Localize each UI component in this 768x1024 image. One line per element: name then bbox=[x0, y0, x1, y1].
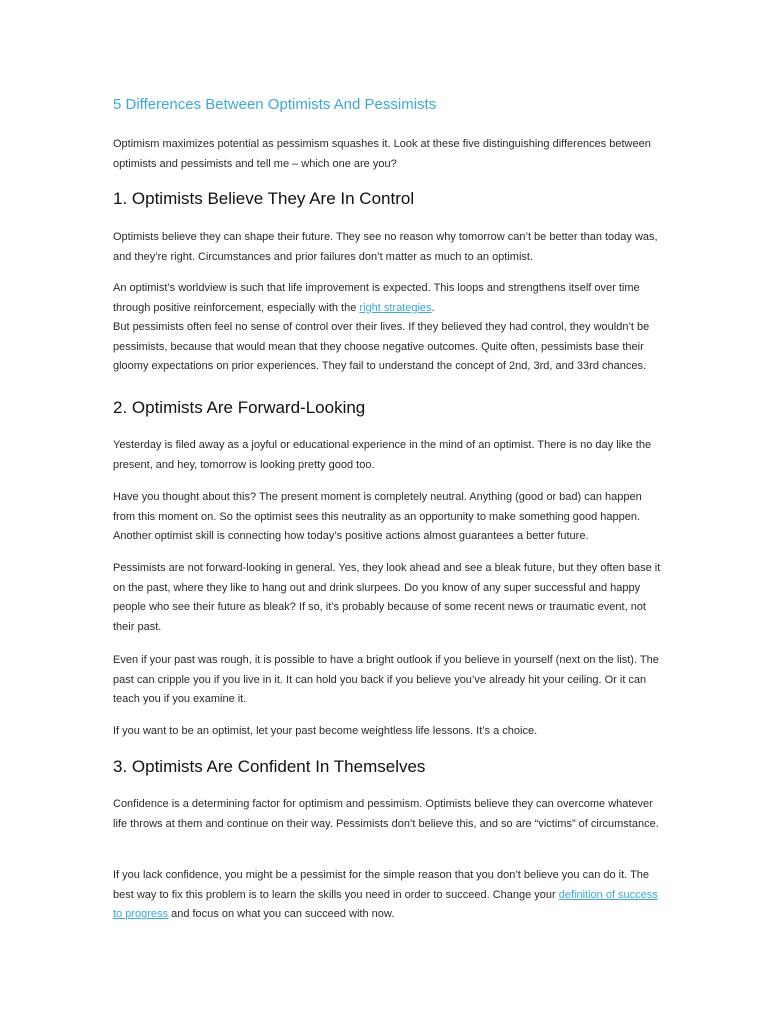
section-3-paragraph-2-text-after: and focus on what you can succeed with now. bbox=[168, 908, 395, 920]
section-3-paragraph-1: Confidence is a determining factor for optimism and pessimism. Optimists believe they can overcome whatever life throws at them and continue on their way. Pessimists don’t believe this, and so are “victims” of circumstance. bbox=[113, 798, 659, 830]
section-3-paragraph-2-text-before: If you lack confidence, you might be a pessimist for the simple reason that you don’t believe you can do it. The best way to fix this problem is to learn the skills you need in order to succeed. Change your bbox=[113, 869, 650, 901]
section-1-paragraph-2-text-after: . bbox=[431, 301, 435, 314]
section-3-paragraph-2 bbox=[113, 866, 663, 925]
section-1-paragraph-1: Optimists believe they can shape their future. They see no reason why tomorrow can’t be better than today was, and they’re right. Circumstances and prior failures don’t matter as much to an optimist. bbox=[113, 231, 658, 263]
section-2-paragraph-3: Pessimists are not forward-looking in general. Yes, they look ahead and see a bleak future, but they often base it on the past, where they like to hang out and drink slurpees. Do you know of any super successful and happy people who see their future as bleak? If so, it’s probably because of some recent news or traumatic event, not their past. bbox=[113, 562, 661, 633]
section-2-paragraph-4: Even if your past was rough, it is possible to have a bright outlook if you believe in yourself (next on the list). The past can cripple you if you live in it. It can hold you back if you believe you’ve already hit your ceiling. Or it can teach you if you examine it. bbox=[113, 654, 659, 705]
right-strategies-link[interactable]: right strategies bbox=[359, 301, 432, 314]
document-title: 5 Differences Between Optimists And Pessimists bbox=[113, 96, 437, 113]
section-2-heading: 2. Optimists Are Forward-Looking bbox=[113, 398, 366, 417]
intro-paragraph: Optimism maximizes potential as pessimism squashes it. Look at these five distinguishing differences between optimists and pessimists and tell me – which one are you? bbox=[113, 138, 651, 170]
section-2-paragraph-5: If you want to be an optimist, let your past become weightless life lessons. It’s a choice. bbox=[113, 725, 538, 737]
section-1-paragraph-3: But pessimists often feel no sense of control over their lives. If they believed they had control, they wouldn’t be pessimists, because that would mean that they choose negative outcomes. Quite often, pessimists base their gloomy expectations on prior experiences. They fail to understand the concept of 2nd, 3rd, and 33rd chances. bbox=[113, 321, 650, 372]
definition-of-success-link[interactable]: definition of success to progress bbox=[113, 888, 658, 920]
section-3-heading: 3. Optimists Are Confident In Themselves bbox=[113, 757, 426, 776]
section-1-heading: 1. Optimists Believe They Are In Control bbox=[113, 189, 415, 208]
section-1-paragraph-2 bbox=[113, 279, 663, 318]
section-2-paragraph-1: Yesterday is filed away as a joyful or educational experience in the mind of an optimist. There is no day like the present, and hey, tomorrow is looking pretty good too. bbox=[113, 439, 652, 471]
section-2-paragraph-2: Have you thought about this? The present moment is completely neutral. Anything (good or bad) can happen from this moment on. So the optimist sees this neutrality as an opportunity to make something good happen. Another optimist skill is connecting how today’s positive actions almost guarantees a better future. bbox=[113, 491, 642, 542]
section-1-paragraph-2-text-before: An optimist’s worldview is such that life improvement is expected. This loops and strengthens itself over time through positive reinforcement, especially with the bbox=[113, 282, 640, 314]
